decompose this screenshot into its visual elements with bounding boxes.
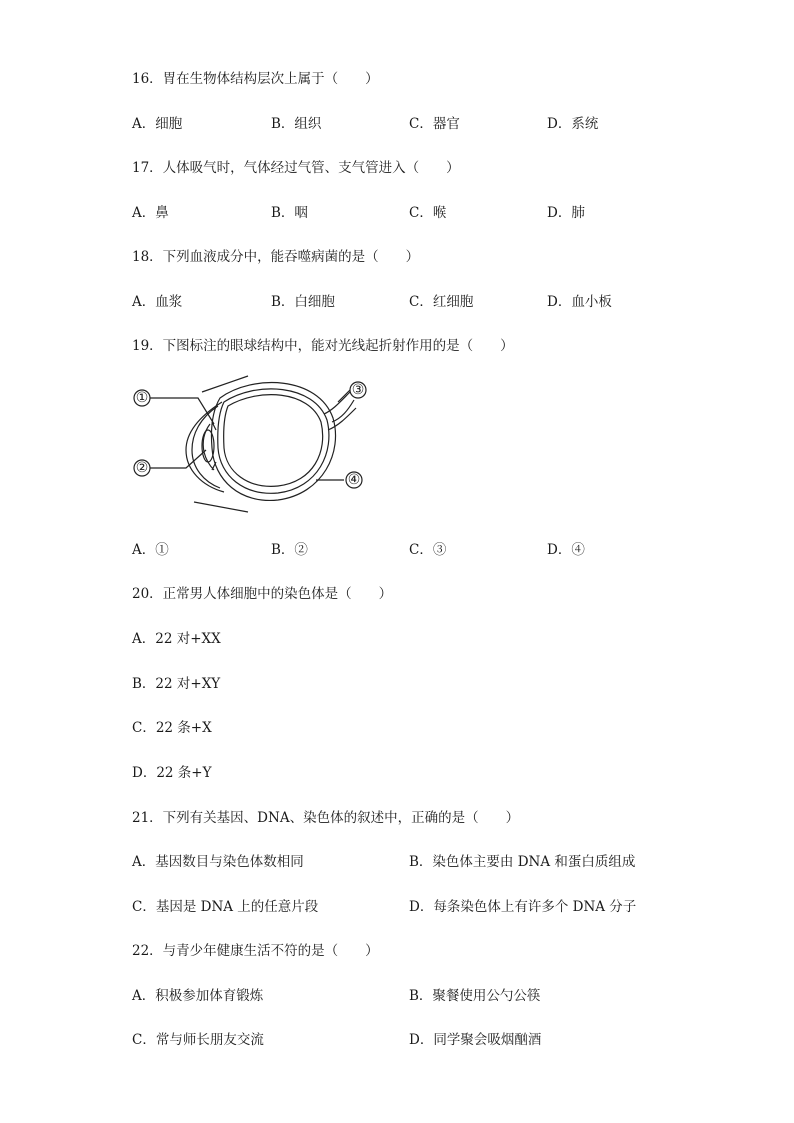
- question-17-stem: 17．人体吸气时，气体经过气管、支气管进入（ ）: [132, 160, 460, 176]
- label-3: ③: [351, 382, 365, 398]
- q19-option-c[interactable]: C．③: [409, 542, 447, 558]
- question-16-stem: 16．胃在生物体结构层次上属于（ ）: [132, 71, 379, 87]
- question-19-stem: 19．下图标注的眼球结构中，能对光线起折射作用的是（ ）: [132, 338, 514, 354]
- q17-option-b[interactable]: B．咽: [271, 205, 308, 221]
- q22-option-c[interactable]: C．常与师长朋友交流: [132, 1032, 264, 1048]
- q19-option-b[interactable]: B．②: [271, 542, 308, 558]
- q21-option-a[interactable]: A．基因数目与染色体数相同: [132, 854, 304, 870]
- q20-option-d[interactable]: D．22 条+Y: [132, 765, 212, 781]
- q18-option-a[interactable]: A．血浆: [132, 294, 183, 310]
- question-20-stem: 20．正常男人体细胞中的染色体是（ ）: [132, 586, 393, 602]
- q21-option-d[interactable]: D．每条染色体上有许多个 DNA 分子: [409, 899, 637, 915]
- question-21-stem: 21．下列有关基因、DNA、染色体的叙述中，正确的是（ ）: [132, 810, 520, 826]
- label-4: ④: [347, 472, 361, 488]
- q16-option-a[interactable]: A．细胞: [132, 116, 183, 132]
- label-1: ①: [135, 390, 149, 406]
- q19-option-d[interactable]: D．④: [547, 542, 585, 558]
- label-2: ②: [135, 460, 149, 476]
- q17-option-c[interactable]: C．喉: [409, 205, 447, 221]
- question-18-stem: 18．下列血液成分中，能吞噬病菌的是（ ）: [132, 249, 420, 265]
- q22-option-a[interactable]: A．积极参加体育锻炼: [132, 988, 264, 1004]
- q17-option-a[interactable]: A．鼻: [132, 205, 169, 221]
- q22-option-d[interactable]: D．同学聚会吸烟酗酒: [409, 1032, 542, 1048]
- q21-option-c[interactable]: C．基因是 DNA 上的任意片段: [132, 899, 319, 915]
- q16-option-c[interactable]: C．器官: [409, 116, 460, 132]
- q21-option-b[interactable]: B．染色体主要由 DNA 和蛋白质组成: [409, 854, 636, 870]
- q16-option-d[interactable]: D．系统: [547, 116, 599, 132]
- q18-option-b[interactable]: B．白细胞: [271, 294, 335, 310]
- eyeball-diagram: [128, 372, 378, 520]
- q19-option-a[interactable]: A．①: [132, 542, 169, 558]
- q22-option-b[interactable]: B．聚餐使用公勺公筷: [409, 988, 541, 1004]
- q20-option-a[interactable]: A．22 对+XX: [132, 631, 221, 647]
- q16-option-b[interactable]: B．组织: [271, 116, 322, 132]
- question-22-stem: 22．与青少年健康生活不符的是（ ）: [132, 943, 379, 959]
- q20-option-c[interactable]: C．22 条+X: [132, 720, 212, 736]
- q17-option-d[interactable]: D．肺: [547, 205, 585, 221]
- q18-option-c[interactable]: C．红细胞: [409, 294, 474, 310]
- q18-option-d[interactable]: D．血小板: [547, 294, 612, 310]
- q20-option-b[interactable]: B．22 对+XY: [132, 676, 221, 692]
